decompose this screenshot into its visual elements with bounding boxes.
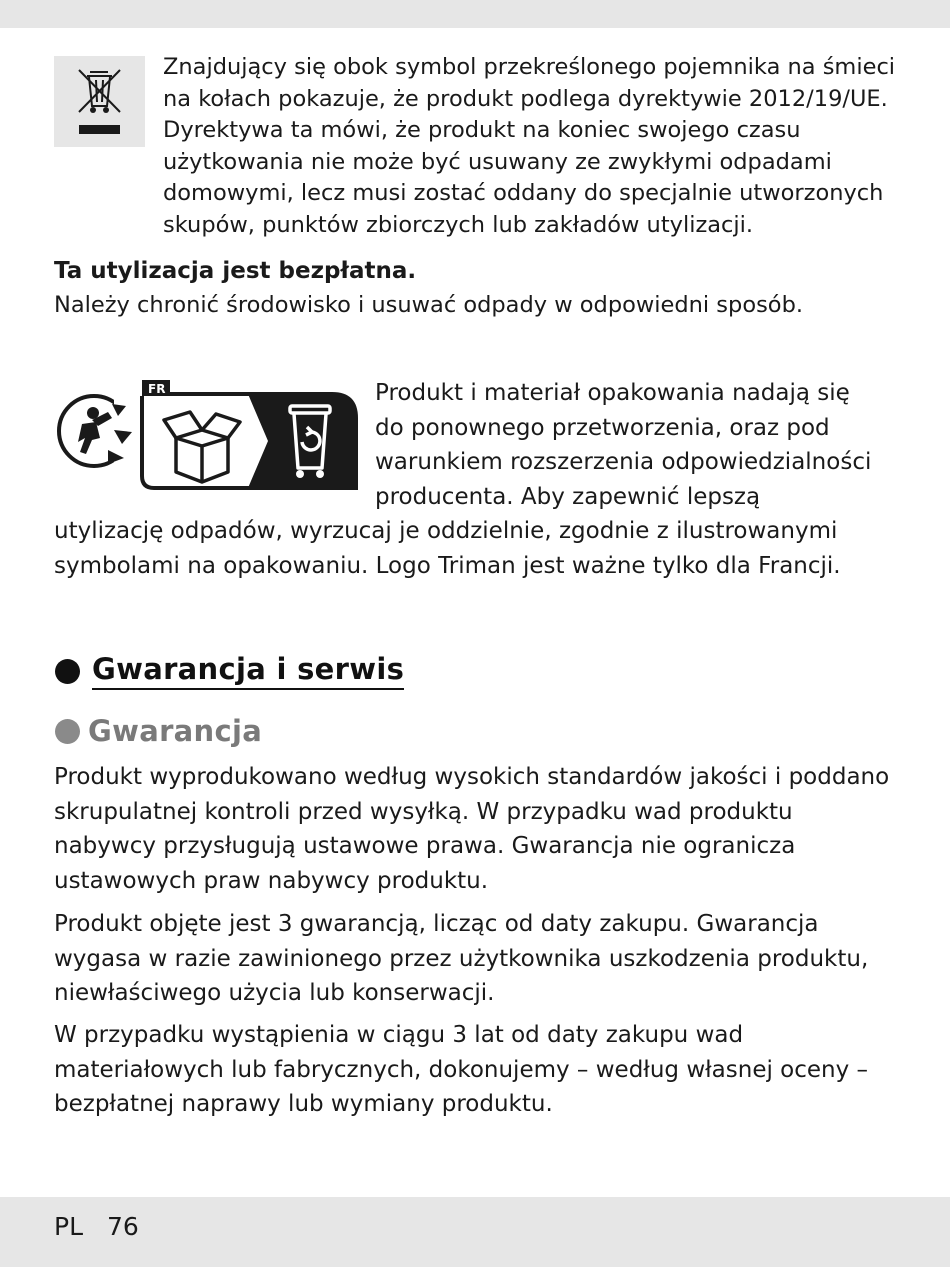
footer-page-label (54, 1212, 139, 1241)
environment-note: Należy chronić środowisko i usuwać odpady w odpowiedni sposób. (54, 292, 804, 318)
footer-language: PL (54, 1212, 84, 1241)
warranty-paragraph-1: Produkt wyprodukowano według wysokich standardów jakości i poddano skrupulatnej kontroli przed wysyłką. W przypadku wad produktu nabywcy przysługują ustawowe prawa. Gwarancja nie ogranicza ustawowych praw nabywcy produktu. (54, 764, 890, 894)
warranty-paragraph-3: W przypadku wystąpienia w ciągu 3 lat od daty zakupu wad materiałowych lub fabrycznych, dokonujemy – według własnej oceny – bezpłatnej naprawy lub wymiany produktu. (54, 1022, 869, 1117)
triman-fr-label: FR (148, 382, 166, 396)
free-disposal-note: Ta utylizacja jest bezpłatna. (54, 258, 417, 284)
subsection-bullet-icon (55, 719, 80, 744)
section-heading-label: Gwarancja i serwis (92, 652, 404, 690)
warranty-paragraph-2: Produkt objęte jest 3 gwarancją, licząc od daty zakupu. Gwarancja wygasa w razie zawinionego przez użytkownika uszkodzenia produktu, niewłaściwego użycia lub konserwacji. (54, 911, 869, 1006)
weee-symbol-box (54, 56, 145, 147)
section-bullet-icon (55, 659, 80, 684)
top-margin-strip (0, 0, 950, 28)
weee-paragraph: Znajdujący się obok symbol przekreślonego pojemnika na śmieci na kołach pokazuje, że produkt podlega dyrektywie 2012/19/UE. Dyrektywa ta mówi, że produkt na koniec swojego czasu użytkowania nie może być usuwany ze zwykłymi odpadami domowymi, lecz musi zostać oddany do specjalnie utworzonych skupów, punktów zbiorczych lub zakładów utylizacji. (163, 54, 896, 238)
triman-text-wrap-spacer (54, 376, 375, 514)
triman-paragraph: Produkt i materiał opakowania nadają się do ponownego przetworzenia, oraz pod warunkiem rozszerzenia odpowiedzialności producenta. Aby zapewnić lepszą utylizację odpadów, wyrzucaj je oddzielnie, zgodnie z ilustrowanymi symbolami na opakowaniu. Logo Triman jest ważne tylko dla Francji. (54, 376, 874, 583)
subsection-heading-label: Gwarancja (88, 714, 263, 748)
section-heading-warranty-service (55, 652, 404, 690)
subsection-heading-warranty (55, 714, 262, 748)
crossed-out-wheelie-bin-icon (54, 56, 145, 147)
page-footer (0, 1197, 950, 1267)
footer-page-number: 76 (106, 1212, 139, 1241)
